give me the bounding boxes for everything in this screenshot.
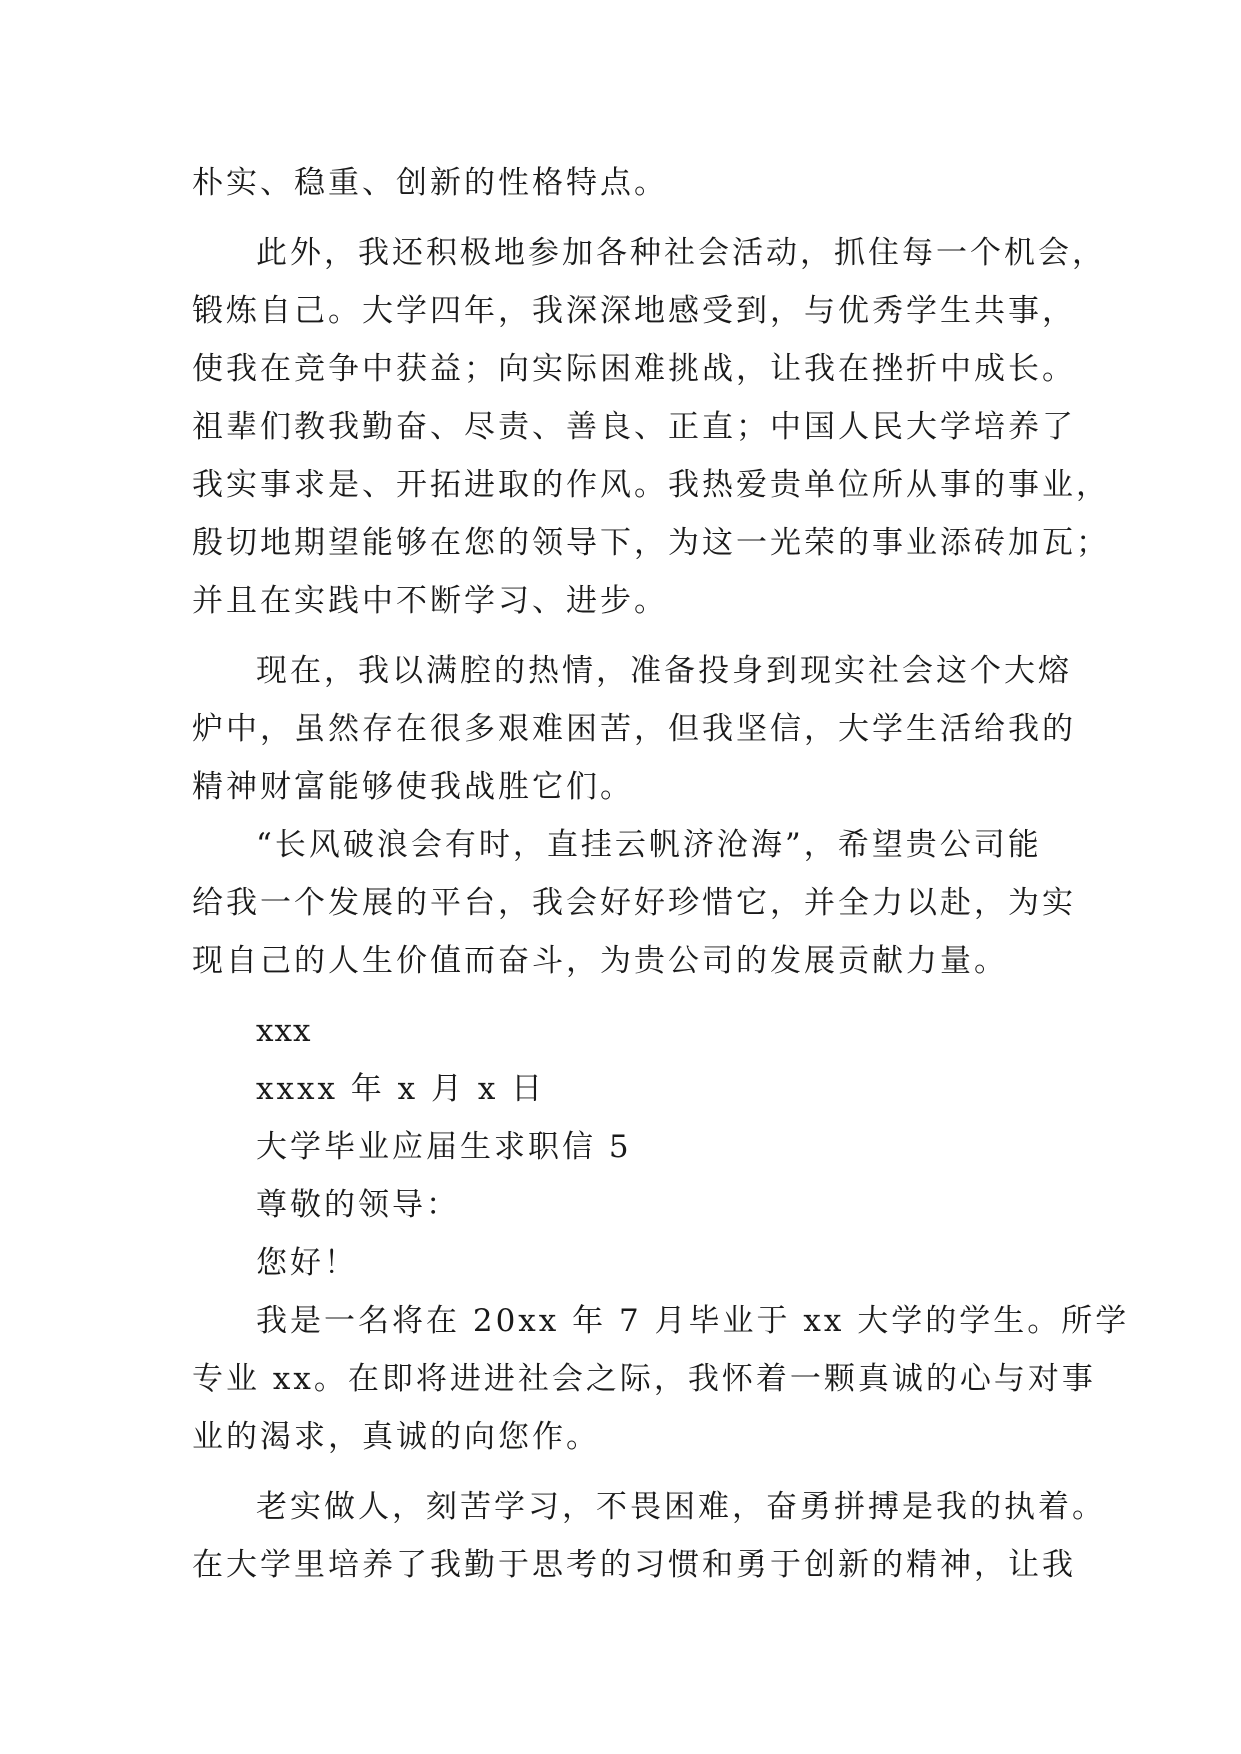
paragraph-line: “长风破浪会有时，直挂云帆济沧海”，希望贵公司能 bbox=[256, 827, 1042, 863]
paragraph-line: 现自己的人生价值而奋斗，为贵公司的发展贡献力量。 bbox=[192, 943, 1008, 979]
paragraph-line: 使我在竞争中获益；向实际困难挑战，让我在挫折中成长。 bbox=[192, 351, 1076, 387]
paragraph-line: 我是一名将在 20xx 年 7 月毕业于 xx 大学的学生。所学 bbox=[256, 1303, 1130, 1339]
paragraph-line: 专业 xx。在即将进进社会之际，我怀着一颗真诚的心与对事 bbox=[192, 1361, 1096, 1397]
salutation: 尊敬的领导： bbox=[256, 1187, 460, 1223]
paragraph-line: 现在，我以满腔的热情，准备投身到现实社会这个大熔 bbox=[256, 653, 1072, 689]
paragraph-line: 锻炼自己。大学四年，我深深地感受到，与优秀学生共事， bbox=[192, 293, 1076, 329]
greeting: 您好！ bbox=[256, 1245, 358, 1281]
paragraph-line: 并且在实践中不断学习、进步。 bbox=[192, 583, 668, 619]
paragraph-line: 殷切地期望能够在您的领导下，为这一光荣的事业添砖加瓦； bbox=[192, 525, 1110, 561]
paragraph-line: 给我一个发展的平台，我会好好珍惜它，并全力以赴，为实 bbox=[192, 885, 1076, 921]
paragraph-line: 祖辈们教我勤奋、尽责、善良、正直；中国人民大学培养了 bbox=[192, 409, 1076, 445]
letter-title: 大学毕业应届生求职信 5 bbox=[256, 1129, 632, 1165]
paragraph-line: 我实事求是、开拓进取的作风。我热爱贵单位所从事的事业， bbox=[192, 467, 1110, 503]
paragraph-line: 老实做人，刻苦学习，不畏困难，奋勇拼搏是我的执着。 bbox=[256, 1489, 1106, 1525]
paragraph-line: 精神财富能够使我战胜它们。 bbox=[192, 769, 634, 805]
signature-date: xxxx 年 x 月 x 日 bbox=[256, 1071, 546, 1107]
letter-body bbox=[192, 154, 1130, 1594]
paragraph-line: 业的渴求，真诚的向您作。 bbox=[192, 1419, 600, 1455]
paragraph-line: 此外，我还积极地参加各种社会活动，抓住每一个机会， bbox=[256, 235, 1106, 271]
paragraph-line: 在大学里培养了我勤于思考的习惯和勇于创新的精神，让我 bbox=[192, 1547, 1076, 1583]
signature-name: xxx bbox=[256, 1013, 312, 1049]
paragraph-line: 炉中，虽然存在很多艰难困苦，但我坚信，大学生活给我的 bbox=[192, 711, 1076, 747]
paragraph-line: 朴实、稳重、创新的性格特点。 bbox=[192, 165, 668, 201]
